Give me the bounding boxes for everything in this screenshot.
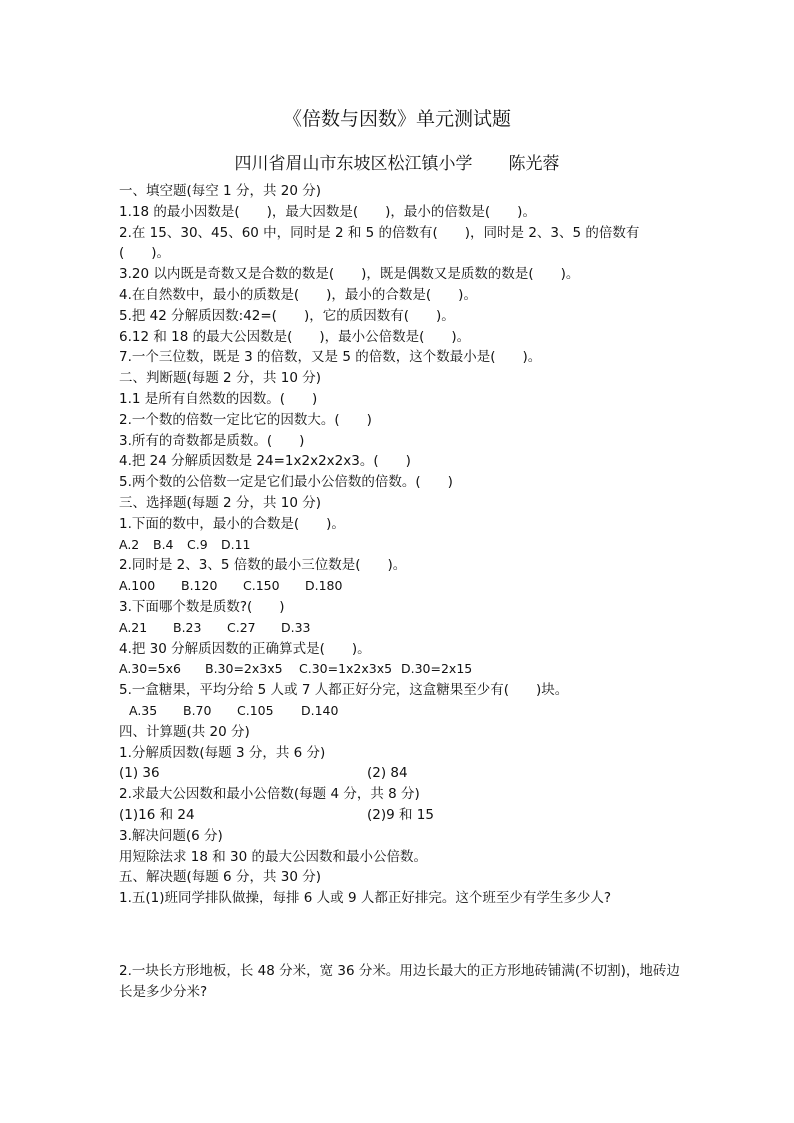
section4-q1-a: (1) 36	[119, 765, 160, 782]
page-subtitle	[0, 149, 794, 174]
option-c: C.27	[227, 619, 256, 635]
section1-heading: 一、填空题(每空 1 分，共 20 分)	[119, 183, 321, 199]
section3-heading: 三、选择题(每题 2 分，共 10 分)	[119, 494, 321, 511]
section3-q5-options	[119, 701, 689, 722]
section2-heading: 二、判断题(每题 2 分，共 10 分)	[119, 370, 321, 387]
section1-q2: 2.在 15、30、45、60 中，同时是 2 和 5 的倍数有( )，同时是 2、3、5 的倍数有( )。	[119, 224, 640, 262]
section2-q2: 2.一个数的倍数一定比它的因数大。( )	[119, 411, 372, 428]
section5-q1: 1.五(1)班同学排队做操，每排 6 人或 9 人都正好排完。这个班至少有学生多少人?	[119, 890, 612, 907]
section4-heading: 四、计算题(共 20 分)	[119, 723, 250, 740]
section1-q3: 3.20 以内既是奇数又是合数的数是( )，既是偶数又是质数的数是( )。	[119, 266, 580, 283]
option-d: D.30=2x15	[401, 661, 473, 677]
section5-heading: 五、解决题(每题 6 分，共 30 分)	[119, 869, 321, 886]
section3-q4-options	[119, 659, 689, 680]
option-a: A.30=5x6	[119, 661, 181, 677]
option-b: B.4	[153, 536, 174, 552]
option-c: C.105	[237, 702, 274, 718]
section3-q4-stem: 4.把 30 分解质因数的正确算式是( )。	[119, 640, 371, 657]
section4-q1-b: (2) 84	[367, 765, 408, 782]
section3-q5-stem: 5.一盒糖果，平均分给 5 人或 7 人都正好分完，这盒糖果至少有( )块。	[119, 682, 569, 699]
section4-q1-items	[119, 763, 689, 784]
option-d: D.180	[305, 578, 343, 594]
section3-q1-options	[119, 535, 689, 556]
option-a: A.100	[119, 578, 156, 594]
option-d: D.33	[281, 619, 311, 635]
option-c: C.9	[187, 536, 208, 552]
school-name: 四川省眉山市东坡区松江镇小学	[234, 154, 473, 174]
exam-content	[119, 181, 689, 1002]
option-b: B.120	[181, 578, 218, 594]
option-d: D.11	[221, 536, 251, 552]
section3-q2-options	[119, 576, 689, 597]
section1-q7: 7.一个三位数，既是 3 的倍数，又是 5 的倍数，这个数最小是( )。	[119, 349, 542, 366]
page-title: 《倍数与因数》单元测试题	[282, 108, 511, 130]
option-a: A.35	[129, 702, 158, 718]
option-c: C.150	[243, 578, 280, 594]
option-d: D.140	[301, 702, 339, 718]
option-c: C.30=1x2x3x5	[299, 661, 393, 677]
section4-q2-b: (2)9 和 15	[367, 806, 434, 823]
section1-q5: 5.把 42 分解质因数:42=( )，它的质因数有( )。	[119, 307, 455, 324]
option-b: B.70	[183, 702, 212, 718]
section2-q3: 3.所有的奇数都是质数。( )	[119, 432, 305, 449]
section3-q3-stem: 3.下面哪个数是质数?( )	[119, 598, 285, 615]
section1-q1: 1.18 的最小因数是( )，最大因数是( )，最小的倍数是( )。	[119, 203, 536, 220]
section4-q2-stem: 2.求最大公因数和最小公倍数(每题 4 分，共 8 分)	[119, 786, 420, 803]
section3-q1-stem: 1.下面的数中，最小的合数是( )。	[119, 515, 345, 532]
option-a: A.2	[119, 536, 140, 552]
author-name: 陈光蓉	[508, 154, 560, 174]
section3-q2-stem: 2.同时是 2、3、5 倍数的最小三位数是( )。	[119, 557, 407, 574]
section2-q4: 4.把 24 分解质因数是 24=1x2x2x2x3。( )	[119, 453, 411, 470]
section1-q6: 6.12 和 18 的最大公因数是( )，最小公倍数是( )。	[119, 328, 471, 345]
section4-q2-items	[119, 805, 689, 826]
section4-q2-a: (1)16 和 24	[119, 806, 195, 823]
option-b: B.30=2x3x5	[205, 661, 283, 677]
section3-q3-options	[119, 618, 689, 639]
section2-q5: 5.两个数的公倍数一定是它们最小公倍数的倍数。( )	[119, 474, 453, 491]
option-a: A.21	[119, 619, 148, 635]
section4-q1-stem: 1.分解质因数(每题 3 分，共 6 分)	[119, 744, 326, 761]
section1-q4: 4.在自然数中，最小的质数是( )，最小的合数是( )。	[119, 286, 477, 303]
option-b: B.23	[173, 619, 202, 635]
section4-q3-stem: 3.解决问题(6 分)	[119, 827, 223, 844]
section2-q1: 1.1 是所有自然数的因数。( )	[119, 390, 318, 407]
section4-q3-text: 用短除法求 18 和 30 的最大公因数和最小公倍数。	[119, 848, 428, 865]
section5-q2: 2.一块长方形地板，长 48 分米，宽 36 分米。用边长最大的正方形地砖铺满(不切割)，地砖边长是多少分米?	[119, 962, 680, 1000]
